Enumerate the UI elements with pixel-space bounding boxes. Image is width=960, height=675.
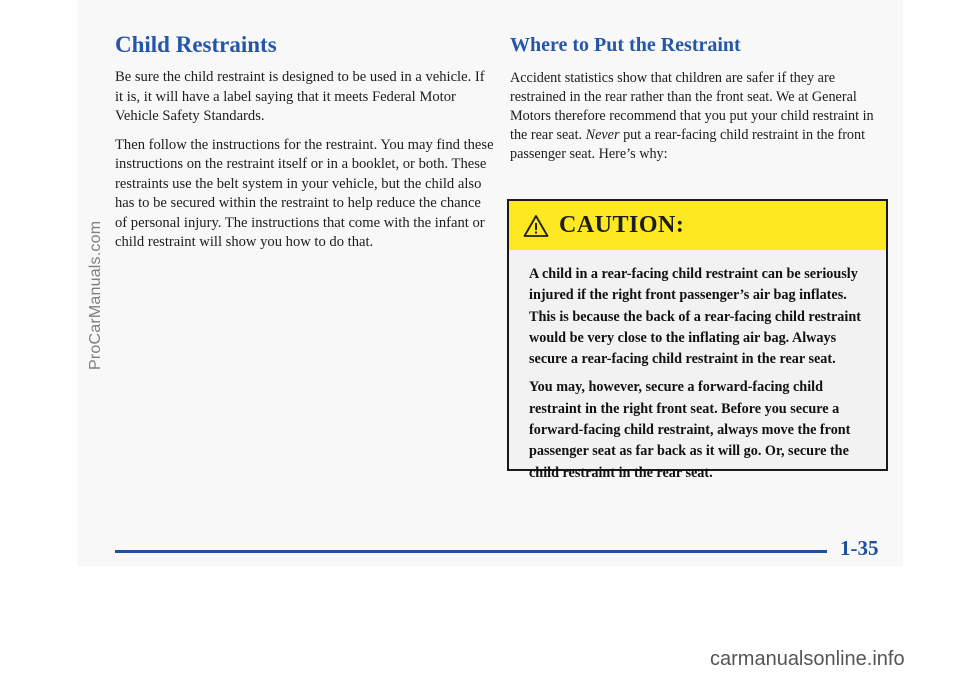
right-column	[510, 34, 890, 173]
left-paragraph-2: Then follow the instructions for the restraint. You may find these instructions on the restraint itself or in a booklet, or both. These restraints use the belt system in your vehicle, but the child also has to be secured within the restraint to help reduce the chance of personal injury. The instructions that come with the infant or child restraint will show you how to do that.	[115, 136, 494, 250]
caution-paragraph-1: A child in a rear-facing child restraint can be seriously injured if the right front passenger’s air bag inflates. This is because the back of a rear-facing child restraint would be very close to the inflating air bag. Always secure a rear-facing child restraint in the rear seat.	[529, 266, 861, 368]
caution-title: CAUTION:	[559, 212, 685, 238]
intro-text-1: Accident statistics show that children are safer if they are restrained in the rear rather than the front seat. We at General Motors therefore recommend that you put your child restraint in the rear seat.	[510, 70, 874, 143]
left-column	[115, 32, 495, 262]
footer-rule	[115, 550, 827, 553]
caution-body	[509, 250, 886, 484]
right-intro-paragraph	[510, 69, 890, 164]
left-paragraph-1: Be sure the child restraint is designed to be used in a vehicle. If it is, it will have a label saying that it meets Federal Motor Vehicle Safety Standards.	[115, 69, 485, 124]
caution-box	[507, 199, 888, 481]
side-watermark: ProCarManuals.com	[87, 220, 104, 370]
page-number: 1-35	[840, 536, 879, 560]
caution-paragraph-2: You may, however, secure a forward-facing child restraint in the right front seat. Before you secure a forward-facing child restraint, always move the front passenger seat as far back as it will go. Or, secure the child restraint in the rear seat.	[529, 379, 851, 481]
where-to-put-heading: Where to Put the Restraint	[510, 34, 741, 56]
intro-text-2: put a rear-facing child restraint in the front passenger seat. Here’s why:	[510, 127, 866, 162]
child-restraints-heading: Child Restraints	[115, 32, 277, 57]
bottom-watermark: carmanualsonline.info	[710, 648, 905, 670]
warning-triangle-icon	[523, 214, 549, 238]
intro-emphasis: Never	[585, 127, 620, 143]
caution-header	[509, 201, 886, 250]
